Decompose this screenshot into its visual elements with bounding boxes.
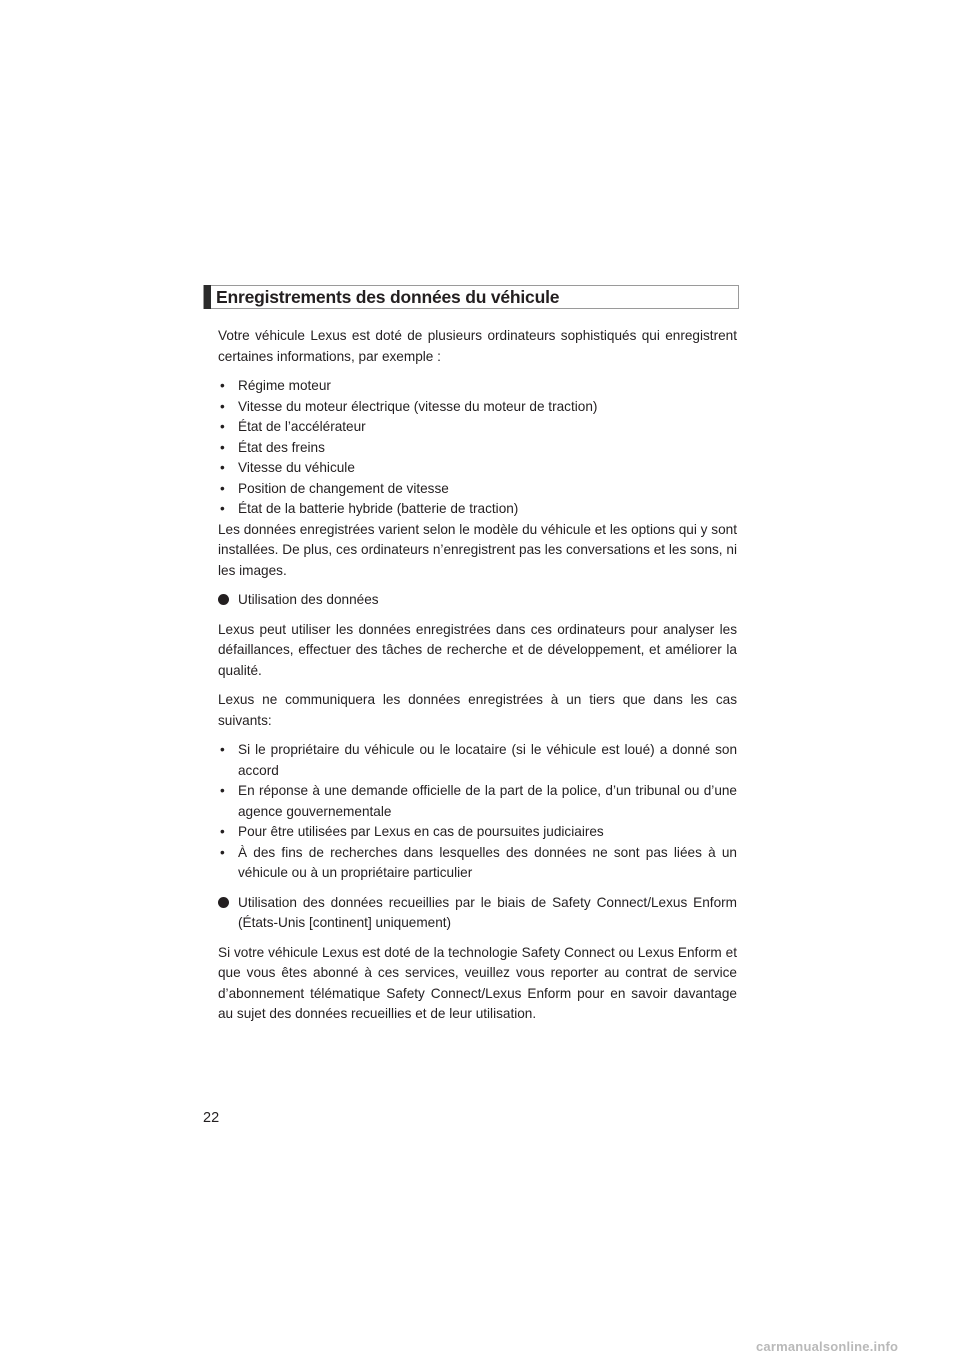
recorded-items-list xyxy=(218,376,737,520)
list-item: • À des fins de recherches dans lesquelles des données ne sont pas liées à un véhicule ou à un propriétaire particulier xyxy=(220,844,737,880)
list-item: • État des freins xyxy=(218,438,737,459)
safety-connect-heading: Utilisation des données recueillies par le biais de Safety Connect/Lexus Enform (États-Unis [continent] uniquement) xyxy=(218,893,737,934)
section-marker-bar xyxy=(204,285,211,309)
bullet-icon: • xyxy=(220,480,225,496)
page-number: 22 xyxy=(203,1110,220,1126)
disclosure-cases-list xyxy=(218,740,737,884)
section-title: Enregistrements des données du véhicule xyxy=(216,287,560,307)
bullet-icon: • xyxy=(220,844,225,860)
list-item: • État de la batterie hybride (batterie de traction) xyxy=(218,499,737,520)
usage-paragraph-1: Lexus peut utiliser les données enregistrées dans ces ordinateurs pour analyser les défaillances, effectuer des tâches de recherche et de développement, et améliorer la qualité. xyxy=(218,621,737,678)
list-item: • État de l’accélérateur xyxy=(218,417,737,438)
bullet-icon: • xyxy=(220,439,225,455)
list-item: • Pour être utilisées par Lexus en cas de poursuites judiciaires xyxy=(218,822,737,843)
watermark-text: carmanualsonline.info xyxy=(756,1339,899,1354)
list-item: • Vitesse du moteur électrique (vitesse du moteur de traction) xyxy=(218,397,737,418)
list-item: • Régime moteur xyxy=(218,376,737,397)
bullet-icon: • xyxy=(220,398,225,414)
list-item: • Si le propriétaire du véhicule ou le locataire (si le véhicule est loué) a donné son accord xyxy=(220,742,737,778)
bullet-icon: • xyxy=(220,378,225,393)
bullet-icon: • xyxy=(220,501,225,516)
bullet-icon: • xyxy=(220,419,225,434)
safety-connect-paragraph: Si votre véhicule Lexus est doté de la technologie Safety Connect ou Lexus Enform et que vous êtes abonné à ces services, veuillez vous reporter au contrat de service d’abonnement télématique Safety Connect/Lexus Enform pour en savoir davantage au sujet des données recueillies et de leur utilisation. xyxy=(218,944,737,1021)
usage-heading: Utilisation des données xyxy=(218,590,737,611)
section-header xyxy=(203,285,739,309)
bullet-icon: • xyxy=(220,460,225,475)
intro-paragraph: Votre véhicule Lexus est doté de plusieurs ordinateurs sophistiqués qui enregistrent certaines informations, par exemple : xyxy=(218,328,737,364)
filled-circle-icon xyxy=(218,897,229,908)
bullet-icon: • xyxy=(220,783,225,798)
page-content xyxy=(218,326,737,1025)
list-item: • En réponse à une demande officielle de la part de la police, d’un tribunal ou d’une agence gouvernementale xyxy=(220,783,737,819)
recorded-note-paragraph: Les données enregistrées varient selon le modèle du véhicule et les options qui y sont installées. De plus, ces ordinateurs n’enregistrent pas les conversations et les sons, ni les images. xyxy=(218,521,737,578)
usage-paragraph-2: Lexus ne communiquera les données enregistrées à un tiers que dans les cas suivants: xyxy=(218,692,737,728)
bullet-icon: • xyxy=(220,742,225,757)
filled-circle-icon xyxy=(218,594,229,605)
list-item: • Vitesse du véhicule xyxy=(218,458,737,479)
bullet-icon: • xyxy=(220,824,225,839)
list-item: • Position de changement de vitesse xyxy=(218,479,737,500)
